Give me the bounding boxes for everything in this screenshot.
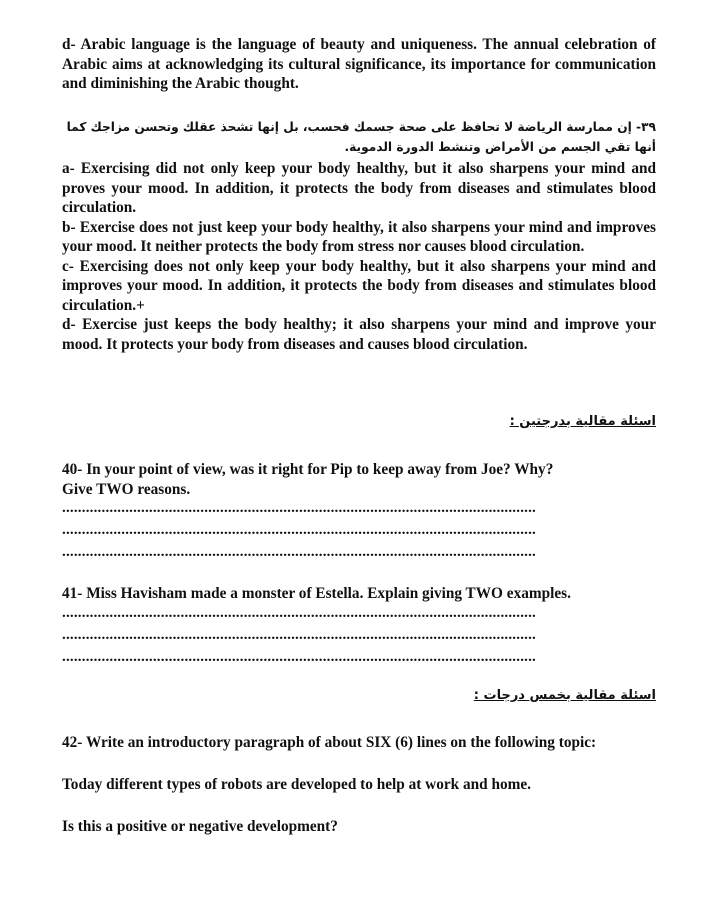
q38-option-d: d- Arabic language is the language of beauty and uniqueness. The annual celebration of Arabic aims at acknowledging its cultural significance, its importance for communication and diminishing the Arabic thought. [62, 36, 656, 92]
answer-line: ........................................................................................................................ [62, 544, 536, 560]
q42-block [62, 733, 656, 753]
q42-prompt: 42- Write an introductory paragraph of about SIX (6) lines on the following topic: [62, 734, 597, 751]
answer-line: ........................................................................................................................ [62, 605, 536, 621]
q40-answer-lines [62, 497, 656, 563]
section-five-marks-heading-block [62, 688, 656, 703]
q41-prompt: 41- Miss Havisham made a monster of Estella. Explain giving TWO examples. [62, 585, 571, 602]
q42-question: Is this a positive or negative development? [62, 818, 338, 835]
q42-question-block [62, 817, 656, 837]
q40-line2: Give TWO reasons. [62, 480, 191, 498]
q40-block [62, 460, 656, 499]
section-two-marks-heading: اسئلة مقالية بدرجتين : [509, 414, 656, 429]
q40-line1: 40- In your point of view, was it right for Pip to keep away from Joe? Why? [62, 461, 554, 478]
answer-line: ........................................................................................................................ [62, 627, 536, 643]
q42-topic: Today different types of robots are developed to help at work and home. [62, 776, 531, 793]
q39-option-a: a- Exercising did not only keep your body healthy, but it also sharpens your mind and proves your mood. In addition, it protects the body from diseases and stimulates blood circulation. [62, 160, 656, 216]
q39-option-c: c- Exercising does not only keep your body healthy, but it also sharpens your mind and improves your mood. In addition, it protects the body from diseases and stimulates blood circulation.+ [62, 257, 656, 314]
q39-option-d: d- Exercise just keeps the body healthy; it also sharpens your mind and improve your mood. It protects your body from diseases and causes blood circulation. [62, 316, 656, 353]
section-two-marks-heading-block [62, 414, 656, 429]
q39-option-b: b- Exercise does not just keep your body healthy, it also sharpens your mind and improves your mood. It neither protects the body from stress nor causes blood circulation. [62, 218, 656, 255]
q42-topic-block [62, 775, 656, 795]
answer-line: ........................................................................................................................ [62, 500, 536, 516]
q39-block [62, 117, 656, 354]
q38-option-d-block [62, 35, 656, 94]
q41-answer-lines [62, 602, 656, 668]
answer-line: ........................................................................................................................ [62, 522, 536, 538]
section-five-marks-heading: اسئلة مقالية بخمس درجات : [473, 688, 656, 703]
q41-block [62, 584, 656, 604]
answer-line: ........................................................................................................................ [62, 649, 536, 665]
q39-arabic-prompt: ٣٩- إن ممارسة الرياضة لا تحافظ على صحة جسمك فحسب، بل إنها تشحذ عقلك وتحسن مزاجك كما أنها تقي الجسم من الأمراض وتنشط الدورة الدموية. [66, 120, 656, 154]
